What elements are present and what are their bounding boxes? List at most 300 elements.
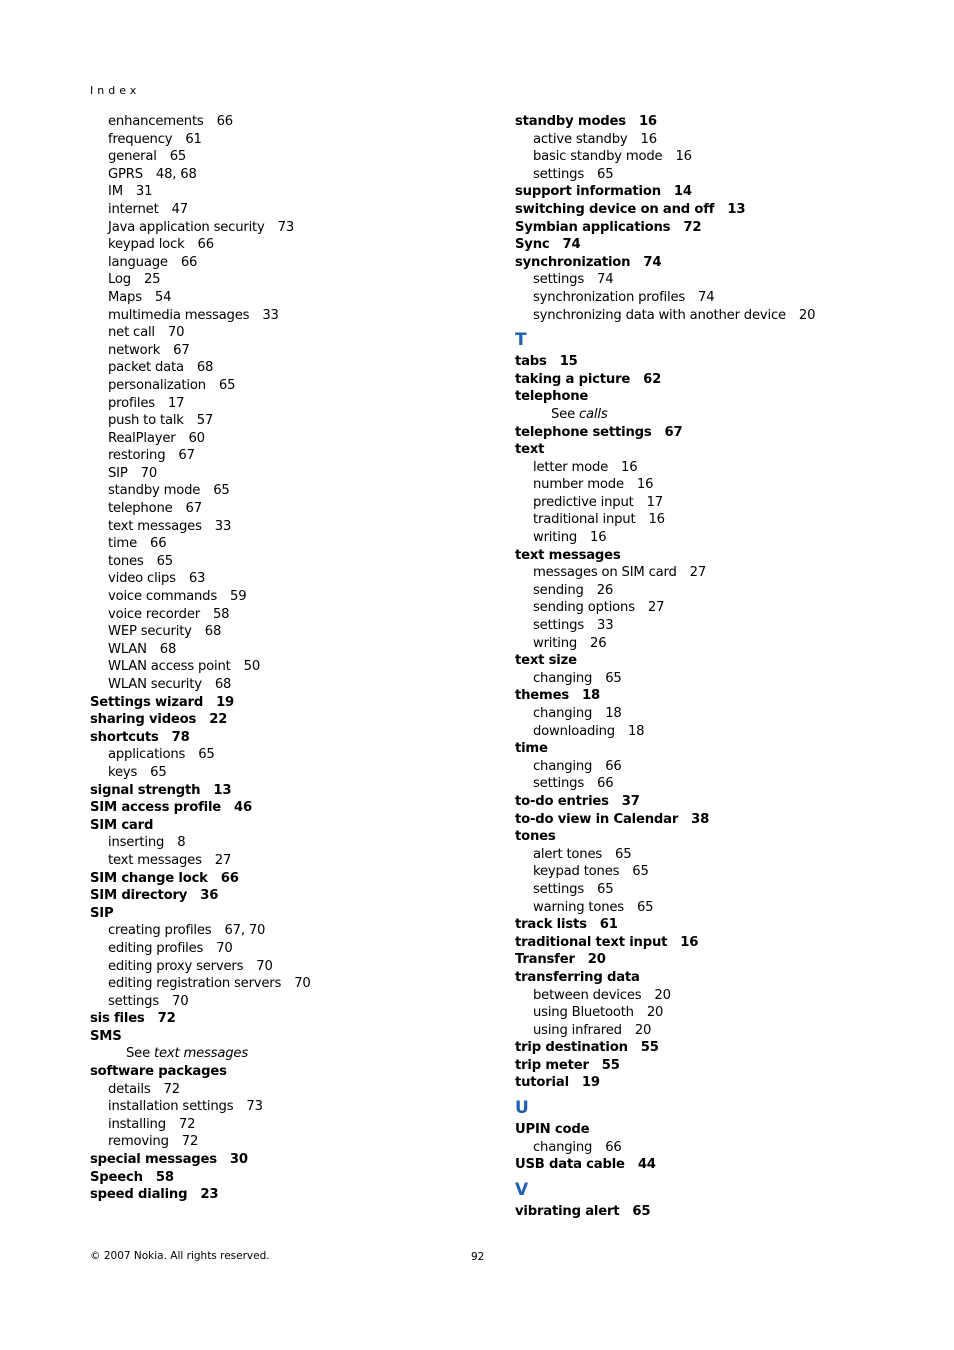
page-number: 92 [471, 1251, 485, 1263]
index-term: settings [533, 618, 584, 634]
running-header: Index [90, 84, 141, 97]
index-term: SIP [108, 465, 128, 481]
index-entry [515, 1074, 935, 1092]
index-term: settings [533, 881, 584, 897]
index-term: WLAN access point [108, 659, 231, 675]
index-term: using Bluetooth [533, 1005, 634, 1021]
index-entry [515, 201, 935, 219]
index-entry [90, 870, 510, 888]
page-numbers: 72 [163, 1081, 180, 1097]
index-term: settings [533, 776, 584, 792]
index-subentry [90, 271, 510, 289]
page-numbers: 47 [171, 201, 188, 217]
page-numbers: 54 [154, 289, 172, 305]
index-term: changing [533, 670, 593, 686]
index-term: installing [108, 1116, 166, 1132]
index-term: to-do entries [515, 793, 609, 809]
index-term: Speech [90, 1169, 143, 1185]
index-subentry [90, 324, 510, 342]
page-numbers: 16 [675, 149, 692, 165]
index-term: writing [533, 635, 578, 651]
page-numbers: 61 [599, 917, 618, 933]
index-subentry [90, 1098, 510, 1116]
index-subentry [515, 899, 935, 917]
page-numbers: 68 [196, 360, 214, 376]
index-subentry [90, 570, 510, 588]
index-term: Symbian applications [515, 219, 671, 235]
index-term: settings [533, 272, 584, 288]
index-term: applications [108, 747, 186, 763]
index-subentry [90, 412, 510, 430]
index-subentry [515, 846, 935, 864]
index-entry [515, 793, 935, 811]
index-term: active standby [533, 131, 628, 147]
index-term: telephone settings [515, 424, 652, 440]
page-numbers: 20 [798, 307, 816, 323]
page-numbers: 72 [181, 1134, 199, 1150]
index-entry [90, 782, 510, 800]
index-subentry [90, 641, 510, 659]
page-numbers: 67 [185, 501, 202, 517]
index-entry [90, 1028, 510, 1046]
index-subentry [515, 494, 935, 512]
page-numbers: 61 [185, 131, 202, 147]
page-numbers: 65 [632, 1203, 651, 1219]
index-subentry [90, 500, 510, 518]
index-term: messages on SIM card [533, 565, 677, 581]
index-entry [90, 817, 510, 835]
index-term: track lists [515, 917, 587, 933]
index-term: settings [533, 166, 584, 182]
index-subentry [90, 113, 510, 131]
index-term: internet [108, 201, 159, 217]
page-numbers: 19 [216, 694, 235, 710]
index-subentry [90, 289, 510, 307]
page-numbers: 16 [648, 512, 665, 528]
index-term: Maps [108, 289, 142, 305]
index-term: tutorial [515, 1075, 569, 1091]
index-subentry [515, 148, 935, 166]
index-subentry [90, 535, 510, 553]
page-numbers: 25 [143, 272, 161, 288]
index-term: enhancements [108, 114, 204, 129]
page-numbers: 66 [220, 870, 239, 886]
index-term: WLAN security [108, 677, 202, 692]
index-term: standby mode [108, 483, 201, 499]
index-term: changing [533, 706, 593, 721]
index-entry [90, 729, 510, 747]
page-numbers: 67, 70 [224, 923, 266, 939]
page-numbers: 48, 68 [155, 166, 197, 182]
index-entry [515, 441, 935, 459]
index-subentry [90, 518, 510, 536]
index-subentry [515, 881, 935, 899]
index-term: keys [108, 764, 138, 780]
index-term: synchronization [515, 254, 631, 270]
page-numbers: 65 [632, 864, 649, 880]
index-subentry [90, 764, 510, 782]
index-entry [515, 916, 935, 934]
index-term: taking a picture [515, 371, 631, 387]
index-term: language [108, 254, 168, 270]
index-term: between devices [533, 987, 642, 1003]
index-subentry [90, 975, 510, 993]
index-term: SIM change lock [90, 870, 208, 886]
page-numbers: 67 [173, 342, 190, 358]
index-term: shortcuts [90, 729, 159, 745]
page-numbers: 20 [654, 987, 671, 1003]
index-term: editing profiles [108, 940, 204, 956]
index-subentry [515, 723, 935, 741]
page-numbers: 57 [196, 413, 214, 429]
index-subentry [515, 863, 935, 881]
index-term: See [551, 406, 575, 422]
index-term: tones [108, 553, 144, 569]
index-term: software packages [90, 1064, 227, 1080]
index-term: downloading [533, 723, 615, 739]
index-entry [515, 934, 935, 952]
index-subentry [515, 131, 935, 149]
index-term: themes [515, 688, 569, 704]
page-numbers: 65 [169, 149, 187, 165]
section-letter: U [515, 1098, 529, 1119]
index-term: telephone [515, 389, 589, 405]
index-subentry [90, 148, 510, 166]
index-subentry [515, 271, 935, 289]
index-column-right [515, 113, 935, 1220]
index-subentry [515, 1004, 935, 1022]
page-numbers: 17 [167, 395, 185, 411]
index-term: creating profiles [108, 923, 212, 939]
index-subentry [515, 166, 935, 184]
page-numbers: 30 [229, 1152, 248, 1168]
index-term: GPRS [108, 166, 143, 182]
page-numbers: 78 [171, 729, 190, 745]
page-numbers: 65 [615, 846, 632, 862]
page-numbers: 65 [218, 377, 236, 393]
index-subentry [90, 1116, 510, 1134]
index-entry [515, 236, 935, 254]
index-term: Log [108, 272, 131, 288]
index-subentry [515, 1139, 935, 1157]
page-numbers: 16 [640, 131, 657, 147]
index-term: settings [108, 993, 159, 1009]
index-term: WLAN [108, 641, 147, 657]
index-term: editing registration servers [108, 976, 282, 992]
page-numbers: 50 [243, 659, 261, 675]
index-column-left [90, 113, 510, 1204]
index-entry [90, 1186, 510, 1204]
index-entry [515, 1057, 935, 1075]
index-term: special messages [90, 1152, 217, 1168]
index-subentry [90, 676, 510, 694]
page-numbers: 66 [605, 758, 622, 774]
page-numbers: 16 [590, 530, 607, 546]
index-subentry [515, 307, 935, 325]
index-term: switching device on and off [515, 201, 715, 217]
index-term: to-do view in Calendar [515, 811, 679, 827]
index-entry [515, 353, 935, 371]
index-subentry [90, 658, 510, 676]
index-entry [515, 687, 935, 705]
page-numbers: 13 [213, 782, 232, 798]
index-subentry [90, 395, 510, 413]
index-term: letter mode [533, 459, 609, 475]
index-term: predictive input [533, 494, 634, 510]
page-numbers: 18 [581, 688, 600, 704]
index-term: SIM directory [90, 888, 188, 904]
index-entry [90, 1169, 510, 1187]
index-term: traditional text input [515, 934, 668, 950]
index-subentry [90, 1081, 510, 1099]
page-numbers: 66 [180, 254, 198, 270]
page-numbers: 37 [621, 793, 640, 809]
page-numbers: 55 [601, 1057, 620, 1073]
index-entry [515, 811, 935, 829]
page-numbers: 65 [597, 881, 614, 897]
index-term: keypad tones [533, 864, 620, 880]
page-numbers: 68 [204, 624, 222, 640]
index-term: text messages [515, 547, 621, 563]
index-subentry [515, 599, 935, 617]
page-numbers: 66 [605, 1139, 622, 1155]
index-term: standby modes [515, 114, 626, 129]
index-term: changing [533, 1139, 593, 1155]
page-numbers: 58 [155, 1169, 174, 1185]
page-numbers: 16 [680, 934, 699, 950]
index-term: restoring [108, 448, 166, 464]
index-term: Settings wizard [90, 694, 204, 710]
index-term: trip meter [515, 1057, 589, 1073]
index-entry [90, 1010, 510, 1028]
index-entry [90, 711, 510, 729]
page-numbers: 16 [636, 477, 654, 493]
index-subentry [90, 166, 510, 184]
page-numbers: 70 [140, 465, 158, 481]
index-entry [515, 113, 935, 131]
page-numbers: 22 [209, 712, 228, 728]
index-subentry [90, 131, 510, 149]
index-term: net call [108, 325, 155, 341]
index-term: network [108, 342, 161, 358]
index-term: SMS [90, 1028, 122, 1044]
index-term: sis files [90, 1011, 145, 1027]
index-subentry [90, 958, 510, 976]
index-term: voice commands [108, 589, 217, 605]
index-subentry [90, 482, 510, 500]
index-subentry [515, 459, 935, 477]
index-entry [515, 1039, 935, 1057]
page-numbers: 33 [262, 307, 279, 323]
page-numbers: 20 [634, 1022, 652, 1038]
page-numbers: 55 [640, 1040, 659, 1056]
page-numbers: 72 [178, 1116, 196, 1132]
section-letter: T [515, 330, 527, 351]
page-numbers: 59 [230, 589, 247, 605]
page-numbers: 16 [621, 459, 638, 475]
index-subentry [90, 201, 510, 219]
page-numbers: 20 [587, 952, 606, 968]
index-subentry [515, 670, 935, 688]
index-term: tabs [515, 354, 547, 370]
page-numbers: 46 [234, 800, 252, 816]
page-numbers: 70 [216, 940, 233, 956]
index-entry [515, 951, 935, 969]
index-term: Transfer [515, 952, 575, 968]
index-term: details [108, 1081, 151, 1097]
index-term: traditional input [533, 512, 636, 528]
index-subentry [90, 606, 510, 624]
index-subentry [90, 307, 510, 325]
page-numbers: 58 [212, 606, 230, 622]
page-numbers: 74 [698, 289, 715, 305]
index-subentry [90, 1133, 510, 1151]
page-numbers: 17 [646, 494, 663, 510]
index-see-reference [515, 406, 935, 424]
index-term: USB data cable [515, 1157, 625, 1173]
see-target: text messages [154, 1046, 248, 1062]
index-term: push to talk [108, 413, 184, 429]
page-numbers: 27 [647, 600, 665, 616]
index-entry [515, 183, 935, 201]
index-entry [515, 254, 935, 272]
page-numbers: 27 [214, 852, 232, 868]
index-term: IM [108, 184, 123, 200]
index-term: time [108, 536, 137, 552]
index-subentry [515, 511, 935, 529]
index-term: voice recorder [108, 606, 200, 622]
page-numbers: 65 [605, 670, 622, 686]
page-numbers: 63 [188, 571, 206, 587]
index-subentry [90, 588, 510, 606]
index-term: Java application security [108, 219, 265, 235]
index-term: text size [515, 653, 577, 669]
index-term: synchronization profiles [533, 289, 686, 305]
index-term: packet data [108, 360, 184, 376]
copyright-notice: © 2007 Nokia. All rights reserved. [90, 1250, 270, 1262]
index-entry [515, 828, 935, 846]
index-term: general [108, 149, 157, 165]
page-numbers: 66 [216, 114, 233, 129]
index-subentry [90, 834, 510, 852]
index-entry [515, 388, 935, 406]
index-subentry [90, 219, 510, 237]
index-subentry [515, 705, 935, 723]
index-subentry [90, 465, 510, 483]
index-term: basic standby mode [533, 149, 663, 165]
page-numbers: 68 [214, 677, 232, 692]
index-entry [515, 652, 935, 670]
index-entry [515, 740, 935, 758]
index-term: text [515, 442, 545, 458]
index-subentry [90, 623, 510, 641]
index-entry [90, 1063, 510, 1081]
page-numbers: 70 [294, 976, 311, 992]
index-term: SIM card [90, 817, 154, 833]
page-numbers: 18 [627, 723, 645, 739]
index-subentry [515, 1022, 935, 1040]
index-entry [515, 547, 935, 565]
page-numbers: 36 [200, 888, 219, 904]
index-entry [515, 1121, 935, 1139]
index-term: UPIN code [515, 1122, 590, 1138]
index-term: telephone [108, 501, 173, 517]
index-term: using infrared [533, 1022, 622, 1038]
index-subentry [90, 746, 510, 764]
index-entry [90, 799, 510, 817]
page-numbers: 67 [664, 424, 683, 440]
index-term: synchronizing data with another device [533, 307, 786, 323]
index-entry [515, 371, 935, 389]
index-term: video clips [108, 571, 176, 587]
index-subentry [90, 922, 510, 940]
index-subentry [90, 183, 510, 201]
index-subentry [90, 236, 510, 254]
index-subentry [90, 940, 510, 958]
index-term: tones [515, 829, 556, 845]
page-numbers: 74 [562, 237, 581, 253]
page-numbers: 23 [200, 1187, 219, 1203]
index-entry [90, 1151, 510, 1169]
page-numbers: 65 [198, 747, 215, 763]
index-subentry [515, 529, 935, 547]
index-term: signal strength [90, 782, 201, 798]
index-term: editing proxy servers [108, 958, 244, 974]
page-numbers: 65 [213, 483, 230, 499]
index-subentry [90, 447, 510, 465]
index-term: RealPlayer [108, 430, 176, 446]
index-term: vibrating alert [515, 1203, 620, 1219]
index-term: speed dialing [90, 1187, 188, 1203]
page-numbers: 20 [646, 1005, 664, 1021]
index-subentry [515, 775, 935, 793]
page-numbers: 65 [636, 899, 654, 915]
page-numbers: 65 [156, 553, 173, 569]
index-term: WEP security [108, 624, 192, 640]
index-term: transferring data [515, 969, 640, 985]
page-numbers: 60 [188, 430, 205, 446]
index-term: sharing videos [90, 712, 197, 728]
index-term: warning tones [533, 899, 624, 915]
index-term: See [126, 1046, 150, 1062]
see-target: calls [579, 406, 608, 422]
page-numbers: 26 [590, 635, 607, 651]
index-term: frequency [108, 131, 173, 147]
page-numbers: 38 [691, 811, 710, 827]
index-term: support information [515, 184, 661, 200]
index-subentry [90, 254, 510, 272]
index-entry [90, 694, 510, 712]
index-entry [90, 905, 510, 923]
page-numbers: 66 [197, 237, 214, 253]
page-numbers: 74 [643, 254, 662, 270]
index-term: removing [108, 1134, 169, 1150]
index-entry [515, 1203, 935, 1221]
index-term: personalization [108, 377, 206, 393]
page-numbers: 62 [643, 371, 662, 387]
page-numbers: 72 [683, 219, 702, 235]
page-numbers: 19 [581, 1075, 600, 1091]
page-numbers: 72 [157, 1011, 176, 1027]
page-numbers: 70 [172, 993, 189, 1009]
page-numbers: 16 [638, 114, 657, 129]
index-subentry [515, 987, 935, 1005]
index-term: time [515, 741, 548, 757]
index-term: changing [533, 758, 593, 774]
index-term: writing [533, 530, 578, 546]
index-term: Sync [515, 237, 550, 253]
index-term: text messages [108, 518, 202, 534]
